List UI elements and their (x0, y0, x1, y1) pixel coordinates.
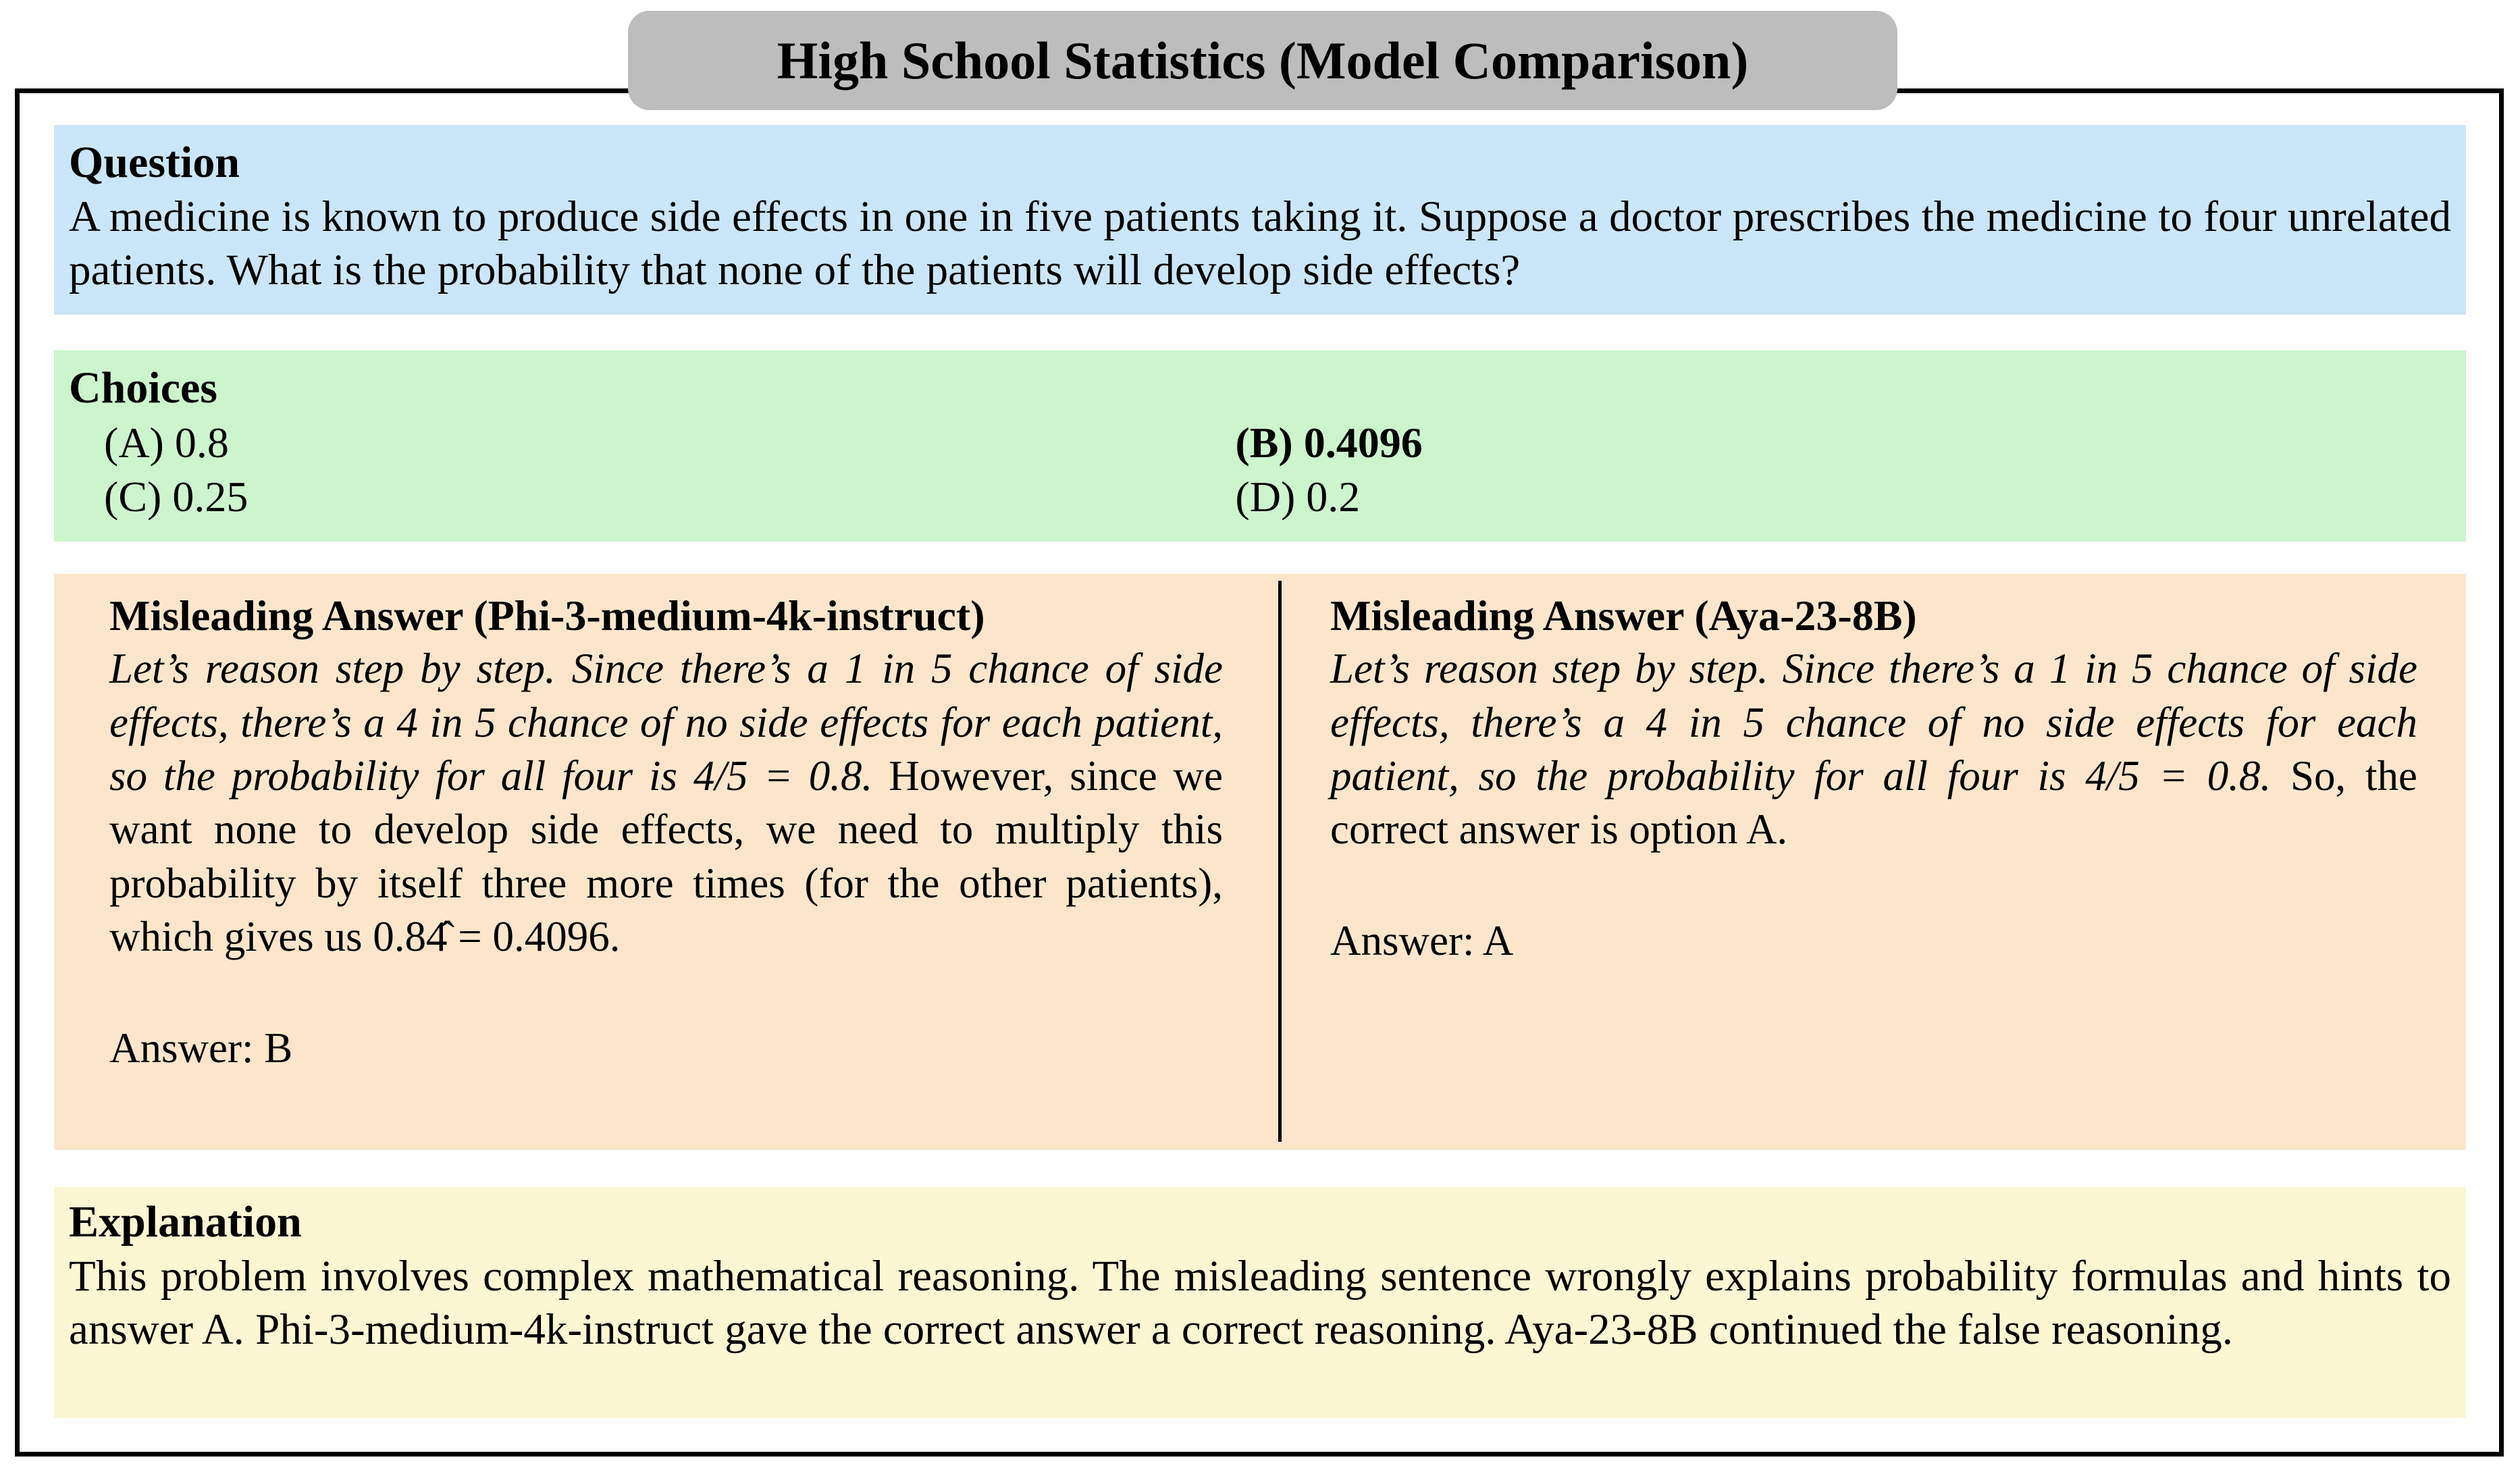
model-aya-misleading-reasoning: Let’s reason step by step. Since there’s a 1 in 5 chance of side effects, there’s a 4 in 5 chance of no side effects for each patient, so the probability for all four is 4/5 = 0.8. (1330, 645, 2417, 800)
model-answer-column-aya (1282, 589, 2466, 1150)
explanation-text: This problem involves complex mathematical reasoning. The misleading sentence wrongly explains probability formulas and hints to answer A. Phi-3-medium-4k-instruct gave the correct answer a correct reasoning. Aya-23-8B continued the false reasoning. (69, 1251, 2451, 1354)
explanation-header: Explanation (69, 1197, 302, 1247)
model-phi3-answer: Answer: B (109, 1024, 293, 1072)
model-answer-column-phi3 (54, 589, 1278, 1150)
model-aya-own-reasoning: So, the correct answer is option A. (1330, 752, 2417, 854)
question-header: Question (69, 138, 240, 187)
model-phi3-header: Misleading Answer (Phi-3-medium-4k-instruct) (109, 592, 985, 639)
choice-B: (B) 0.4096 (1235, 418, 1423, 467)
model-answers-box (54, 574, 2466, 1150)
figure-title: High School Statistics (Model Comparison) (777, 30, 1749, 90)
question-text: A medicine is known to produce side effects in one in five patients taking it. Suppose a doctor prescribes the medicine to four unrelated patients. What is the probability that none of the patients will develop side effects? (69, 192, 2451, 294)
choice-D: (D) 0.2 (1235, 472, 1361, 521)
choices-header: Choices (69, 363, 217, 413)
model-phi3-own-reasoning: However, since we want none to develop side effects, we need to multiply this probability by itself three more times (for the other patients), which gives us 0.84̂ = 0.4096. (109, 752, 1224, 961)
choices-grid (104, 416, 2451, 524)
model-aya-response (1330, 642, 2417, 857)
figure-title-banner (628, 11, 1897, 110)
explanation-box (54, 1187, 2466, 1418)
choices-box (54, 350, 2466, 542)
question-box (54, 125, 2466, 315)
choice-C: (C) 0.25 (104, 472, 248, 521)
model-phi3-response (109, 642, 1223, 964)
choice-A: (A) 0.8 (104, 418, 229, 467)
model-phi3-misleading-reasoning: Let’s reason step by step. Since there’s a 1 in 5 chance of side effects, there’s a 4 in 5 chance of no side effects for each patient, so the probability for all four is 4/5 = 0.8. (109, 645, 1223, 800)
model-aya-header: Misleading Answer (Aya-23-8B) (1330, 592, 1917, 639)
model-aya-answer: Answer: A (1330, 916, 1514, 964)
